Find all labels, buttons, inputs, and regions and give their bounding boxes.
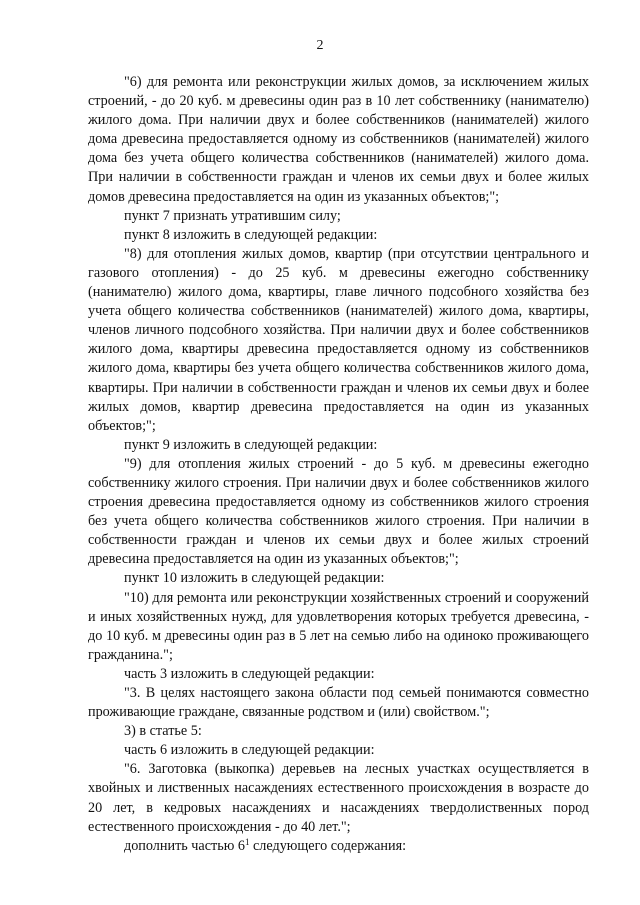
add-part-text: дополнить частью 6 xyxy=(124,837,245,854)
paragraph-part-3-intro: часть 3 изложить в следующей редакции: xyxy=(124,665,375,682)
paragraph-item-10-intro: пункт 10 изложить в следующей редакции: xyxy=(124,570,385,587)
paragraph-item-9: "9) для отопления жилых строений - до 5 куб. м древесины ежегодно собственнику жилого строения. При наличии двух и более собственников жилого строения древесина предоставляется одному из собственников жилого строения без учета общего количества собственников жилого строения. При наличии в собственности граждан и членов их семьи двух и более жилых строений древесина предоставляется на один из указанных объектов;"; xyxy=(88,455,589,568)
add-part-suffix: следующего содержания: xyxy=(249,837,407,854)
page-number: 2 xyxy=(316,38,324,53)
paragraph-item-8: "8) для отопления жилых домов, квартир (при отсутствии центрального и газового отопления) - до 25 куб. м древесины ежегодно собственнику (нанимателю) жилого дома, квартиры, главе личного подсобного хозяйства без учета общего количества собственников (нанимателей) жилого дома, квартиры, членов личного подсобного хозяйства. При наличии двух и более собственников жилого дома, квартиры древесина предоставляется одному из собственников жилого дома, квартиры без учета общего количества собственников жилого дома, квартиры. При наличии в собственности граждан и членов их семьи двух и более жилых домов, квартир древесина предоставляется на один из указанных объектов;"; xyxy=(88,245,589,434)
document-body xyxy=(88,73,589,856)
paragraph-part-3: "3. В целях настоящего закона области под семьей понимаются совместно проживающие граждане, связанные родством и (или) свойством."; xyxy=(88,685,589,721)
paragraph-article-5: 3) в статье 5: xyxy=(124,723,202,740)
paragraph-item-6: "6) для ремонта или реконструкции жилых домов, за исключением жилых строений, - до 20 куб. м древесины один раз в 10 лет собственнику (нанимателю) жилого дома. При наличии двух и более собственников (нанимателей) жилого дома древесина предоставляется одному из собственников (нанимателей) жилого дома без учета общего количества собственников (нанимателей) жилого дома. При наличии в собственности граждан и членов их семьи двух и более жилых домов древесина предоставляется на один из указанных объектов;"; xyxy=(88,74,589,205)
paragraph-add-part-6-1 xyxy=(88,837,589,856)
paragraph-item-10: "10) для ремонта или реконструкции хозяйственных строений и сооружений и иных хозяйственных нужд, для удовлетворения которых требуется древесина, - до 10 куб. м древесины один раз в 5 лет на семью либо на одиноко проживающего гражданина."; xyxy=(88,589,589,663)
paragraph-item-8-intro: пункт 8 изложить в следующей редакции: xyxy=(124,226,378,243)
superscript-number: 1 xyxy=(244,836,250,847)
paragraph-part-6-intro: часть 6 изложить в следующей редакции: xyxy=(124,742,375,759)
paragraph-item-9-intro: пункт 9 изложить в следующей редакции: xyxy=(124,436,378,453)
paragraph-part-6: "6. Заготовка (выкопка) деревьев на лесных участках осуществляется в хвойных и лиственных насаждениях естественного происхождения в возрасте до 20 лет, в кедровых насаждениях и насаждениях твердолиственных пород естественного происхождения - до 40 лет."; xyxy=(88,761,589,835)
paragraph-item-7-repeal: пункт 7 признать утратившим силу; xyxy=(124,207,341,224)
